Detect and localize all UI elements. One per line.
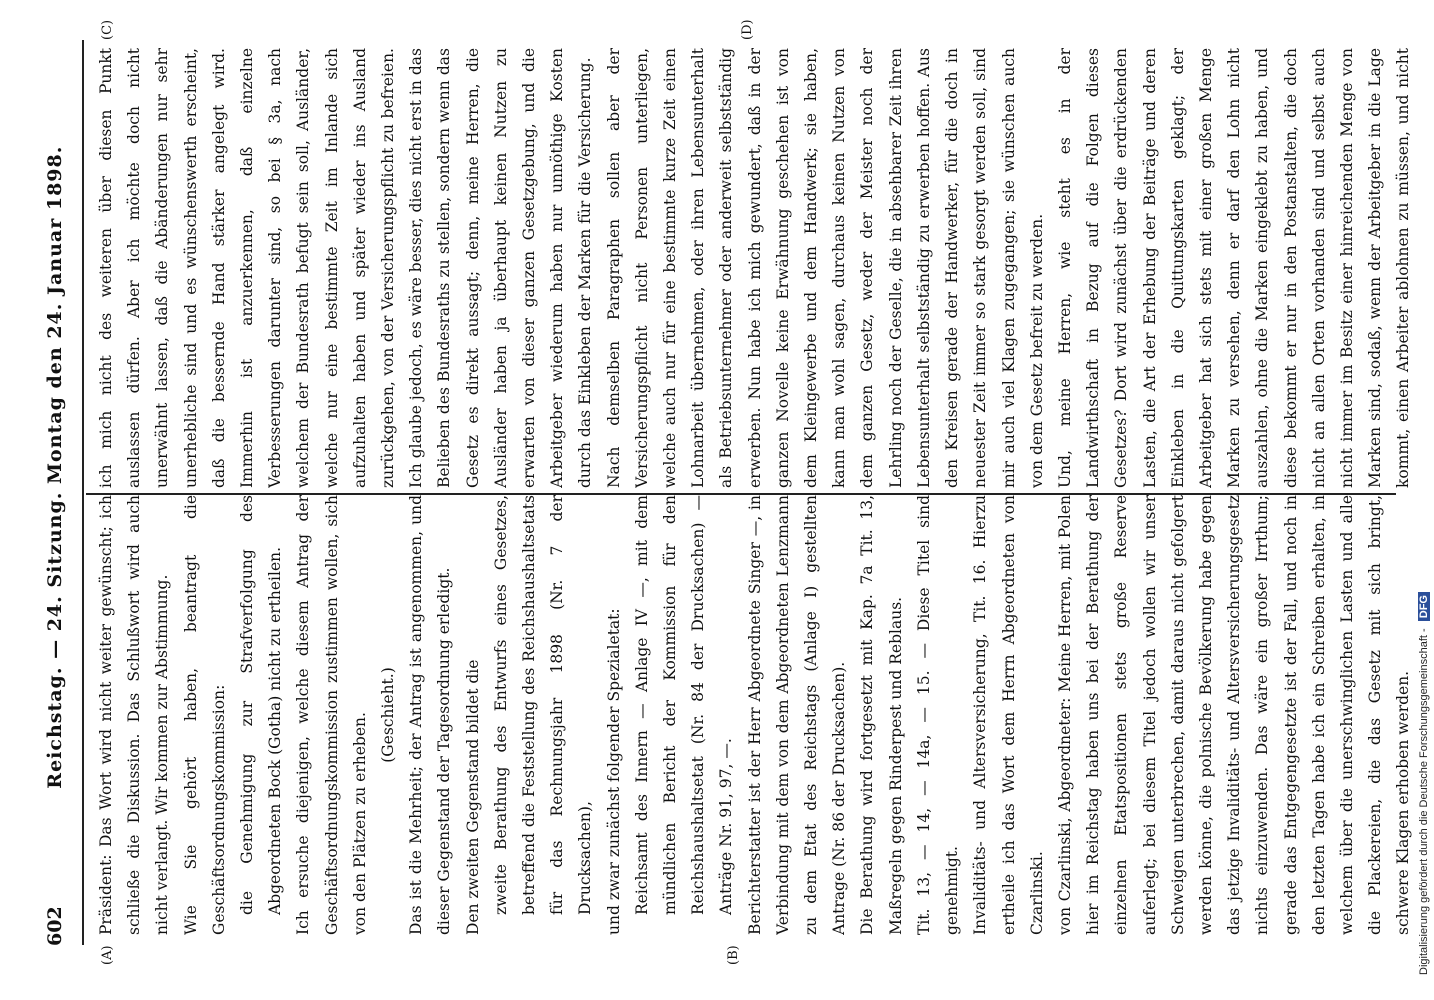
- paragraph: Die Berathung wird fortgesetzt mit Kap. 7a Tit. 13, Maßregeln gegen Rinderpest und Reblaus.: [858, 495, 905, 935]
- paragraph: die Genehmigung zur Strafverfolgung des Abgeordneten Bock (Gotha) nicht zu ertheilen.: [238, 495, 285, 915]
- paragraph: Berichterstatter ist der Herr Abgeordnete Singer —, in Verbindung mit dem von dem Abgeordneten Lenzmann zu dem Etat des Reichstags (Anlage I) gestellten Antrage (Nr. 86 der Drucksachen).: [745, 495, 849, 935]
- margin-mark-c: (C): [100, 19, 115, 40]
- page-number: 602: [44, 906, 66, 946]
- paragraph: Wie Sie gehört haben, beantragt die Geschäftsordnungskommission:: [181, 495, 228, 935]
- dfg-logo: DFG: [1418, 592, 1430, 621]
- paragraph: Ich ersuche diejenigen, welche diesem Antrag der Geschäftsordnungskommission zustimmen wollen, sich von den Plätzen zu erheben.: [294, 495, 369, 935]
- paragraph: von Czarlinski, Abgeordneter: Meine Herren, mit Polen hier im Reichstag haben uns bei der Berathung der einzelnen Etatspositionen stets große Reserve auferlegt; bei diesem Titel jedoch wollen wir unser Schweigen unterbrechen, damit daraus nicht gefolgert werden könne, die polnische Bevölkerung habe gegen das jetzige Invaliditäts- und Altersversicherungsgesetz nichts einzuwenden. Das wäre ein großer Irrthum; gerade das Entgegengesetzte ist der Fall, und noch in den letzten Tagen habe ich ein Schreiben erhalten, in welchem über die unerschwinglichen Lasten und alle die Plackereien, die das Gesetz mit sich bringt, schwere Klagen erhoben werden.: [1055, 495, 1412, 935]
- paragraph: Nach demselben Paragraphen sollen aber der Versicherungspflicht nicht Personen unterliegen, welche auch nur für eine bestimmte kurze Zeit einen Lohnarbeit übernehmen, oder ihren Lebensunterhalt als Betriebsunternehmer oder anderweit selbstständig erwerben. Nun habe ich mich gewundert, daß in der ganzen Novelle keine Erwähnung geschehen ist von dem Kleingewerbe und dem Handwerk; sie haben, kann man wohl sagen, durchaus keinen Nutzen von dem ganzen Gesetz, weder der Meister noch der Lehrling noch der Geselle, die in absehbarer Zeit ihren Lebensunterhalt selbstständig zu erwerben hoffen. Aus den Kreisen gerade der Handwerker, für die doch in neuester Zeit immer so stark gesorgt werden soll, sind mir auch viel Klagen zugegangen; sie wünschen auch von dem Gesetz befreit zu werden.: [604, 48, 1046, 488]
- digitization-credit: [1418, 15, 1430, 975]
- text-column-right: [92, 48, 1412, 488]
- paragraph: Und, meine Herren, wie steht es in der Landwirthschaft in Bezug auf die Folgen dieses Gesetzes? Dort wird zunächst über die erdrückenden Lasten, die Art der Erhebung der Beiträge und deren Einkleben in die Quittungskarten geklagt; der Arbeitgeber hat sich stets mit einer großen Menge Marken zu versehen, denn er darf den Lohn nicht auszahlen, ohne die Marken eingeklebt zu haben, und diese bekommt er nur in den Postanstalten, die doch nicht an allen Orten vorhanden sind und selbst auch nicht immer im Besitz einer hinreichenden Menge von Marken sind, sodaß, wenn der Arbeitgeber in die Lage kommt, einen Arbeiter ablohnen zu müssen, und nicht: [1055, 48, 1412, 488]
- text-column-left: [92, 495, 1412, 935]
- paragraph: Reichsamt des Innern — Anlage IV —, mit dem mündlichen Bericht der Kommission für den Reichshaushaltsetat (Nr. 84 der Drucksachen) — Anträge Nr. 91, 97, —.: [632, 495, 736, 915]
- page-title: Reichstag. — 24. Sitzung. Montag den 24. Januar 1898.: [44, 145, 66, 789]
- paragraph: und zwar zunächst folgender Spezialetat:: [604, 608, 623, 935]
- paragraph: Invaliditäts- und Altersversicherung, Tit. 16. Hierzu ertheile ich das Wort dem Herrn Abgeordneten von Czarlinski.: [971, 495, 1046, 935]
- margin-mark-b: (B): [726, 945, 741, 965]
- paragraph: Den zweiten Gegenstand bildet die: [463, 659, 482, 935]
- credit-text: Digitalisierung gefördert durch die Deutsche Forschungsgemeinschaft -: [1418, 628, 1430, 975]
- paragraph: ich mich nicht des weiteren über diesen Punkt auslassen dürfen. Aber ich möchte doch nicht unerwähnt lassen, daß die Abänderungen nur sehr unerhebliche sind und es wünschenswerth erscheint, daß die bessernde Hand stärker angelegt wird. Immerhin ist anzuerkennen, daß einzelne Verbesserungen darunter sind, so bei § 3a, nach welchem der Bundesrath befugt sein soll, Ausländer, welche nur eine bestimmte Zeit im Inlande sich aufzuhalten haben und später wieder ins Ausland zurückgehen, von der Versicherungspflicht zu befreien. Ich glaube jedoch, es wäre besser, dies nicht erst in das Belieben des Bundesraths zu stellen, sondern wenn das Gesetz es direkt aussagt; denn, meine Herren, die Ausländer haben ja überhaupt keinen Nutzen zu erwarten von dieser ganzen Gesetzgebung, und die Arbeitgeber wiederum haben nur unnöthige Kosten durch das Einkleben der Marken für die Versicherung.: [97, 48, 595, 488]
- header-rule: [82, 40, 84, 945]
- paragraph: Das ist die Mehrheit; der Antrag ist angenommen, und dieser Gegenstand der Tagesordnung erledigt.: [407, 495, 454, 935]
- margin-mark-a: (A): [100, 945, 115, 965]
- paragraph: (Geschieht.): [379, 667, 398, 763]
- paragraph: Tit. 13, — 14, — 14a, — 15. — Diese Titel sind genehmigt.: [914, 495, 962, 935]
- paragraph: zweite Berathung des Entwurfs eines Gesetzes, betreffend die Feststellung des Reichshaushaltsetats für das Rechnungsjahr 1898 (Nr. 7 der Drucksachen),: [491, 495, 595, 915]
- paragraph: Präsident: Das Wort wird nicht weiter gewünscht; ich schließe die Diskussion. Das Schlußwort wird auch nicht verlangt. Wir kommen zur Abstimmung.: [97, 495, 172, 935]
- margin-mark-d: (D): [740, 19, 755, 40]
- running-header: [38, 46, 72, 946]
